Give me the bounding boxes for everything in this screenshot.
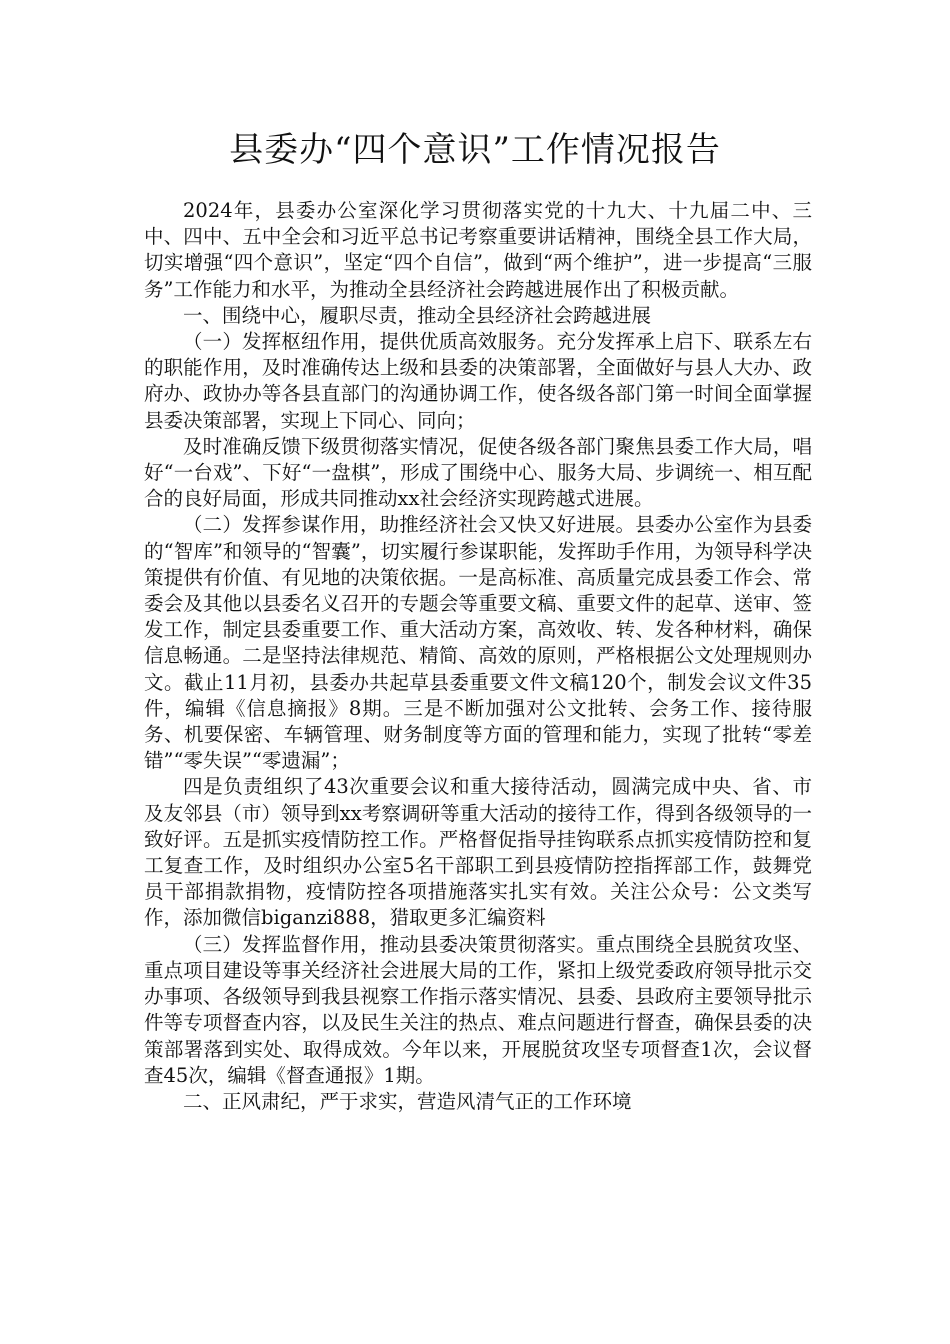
document-title: 县委办“四个意识”工作情况报告: [229, 130, 721, 170]
section-heading-1: 一、围绕中心，履职尽责，推动全县经济社会跨越进展: [183, 303, 652, 327]
intro-paragraph: 2024年，县委办公室深化学习贯彻落实党的十九大、十九届二中、三中、四中、五中全会和习近平总书记考察重要讲话精神，围绕全县工作大局，切实增强“四个意识”，坚定“四个自信”，做到“两个维护”，进一步提高“三服务”工作能力和水平，为推动全县经济社会跨越进展作出了积极贡献。: [144, 199, 812, 301]
feedback-paragraph: 及时准确反馈下级贯彻落实情况，促使各级各部门聚焦县委工作大局，唱好“一台戏”、下好“一盘棋”，形成了围绕中心、服务大局、步调统一、相互配合的良好局面，形成共同推动xx社会经济实现跨越式进展。: [144, 434, 812, 511]
subsection-1-paragraph: （一）发挥枢纽作用，提供优质高效服务。充分发挥承上启下、联系左右的职能作用，及时准确传达上级和县委的决策部署，全面做好与县人大办、政府办、政协办等各县直部门的沟通协调工作，使各级各部门第一时间全面掌握县委决策部署，实现上下同心、同向；: [144, 330, 812, 432]
document-body: [144, 198, 812, 1115]
section-heading-2: 二、正风肃纪，严于求实，营造风清气正的工作环境: [183, 1089, 632, 1113]
subsection-2-paragraph: （二）发挥参谋作用，助推经济社会又快又好进展。县委办公室作为县委的“智库”和领导的“智囊”，切实履行参谋职能，发挥助手作用，为领导科学决策提供有价值、有见地的决策依据。一是高标准、高质量完成县委工作会、常委会及其他以县委名义召开的专题会等重要文稿、重要文件的起草、送审、签发工作，制定县委重要工作、重大活动方案，高效收、转、发各种材料，确保信息畅通。二是坚持法律规范、精简、高效的原则，严格根据公文处理规则办文。截止11月初，县委办共起草县委重要文件文稿120个，制发会议文件35件，编辑《信息摘报》8期。三是不断加强对公文批转、会务工作、接待服务、机要保密、车辆管理、财务制度等方面的管理和能力，实现了批转“零差错”“零失误”“零遗漏”；: [144, 513, 812, 773]
subsection-3-paragraph: （三）发挥监督作用，推动县委决策贯彻落实。重点围绕全县脱贫攻坚、重点项目建设等事关经济社会进展大局的工作，紧扣上级党委政府领导批示交办事项、各级领导到我县视察工作指示落实情况、县委、县政府主要领导批示件等专项督查内容，以及民生关注的热点、难点问题进行督查，确保县委的决策部署落到实处、取得成效。今年以来，开展脱贫攻坚专项督查1次，会议督查45次，编辑《督查通报》1期。: [144, 932, 812, 1087]
meetings-paragraph: 四是负责组织了43次重要会议和重大接待活动，圆满完成中央、省、市及友邻县（市）领导到xx考察调研等重大活动的接待工作，得到各级领导的一致好评。五是抓实疫情防控工作。严格督促指导挂钩联系点抓实疫情防控和复工复查工作，及时组织办公室5名干部职工到县疫情防控指挥部工作，鼓舞党员干部捐款捐物，疫情防控各项措施落实扎实有效。关注公众号：公文类写作，添加微信biganzi888，猎取更多汇编资料: [144, 775, 812, 930]
